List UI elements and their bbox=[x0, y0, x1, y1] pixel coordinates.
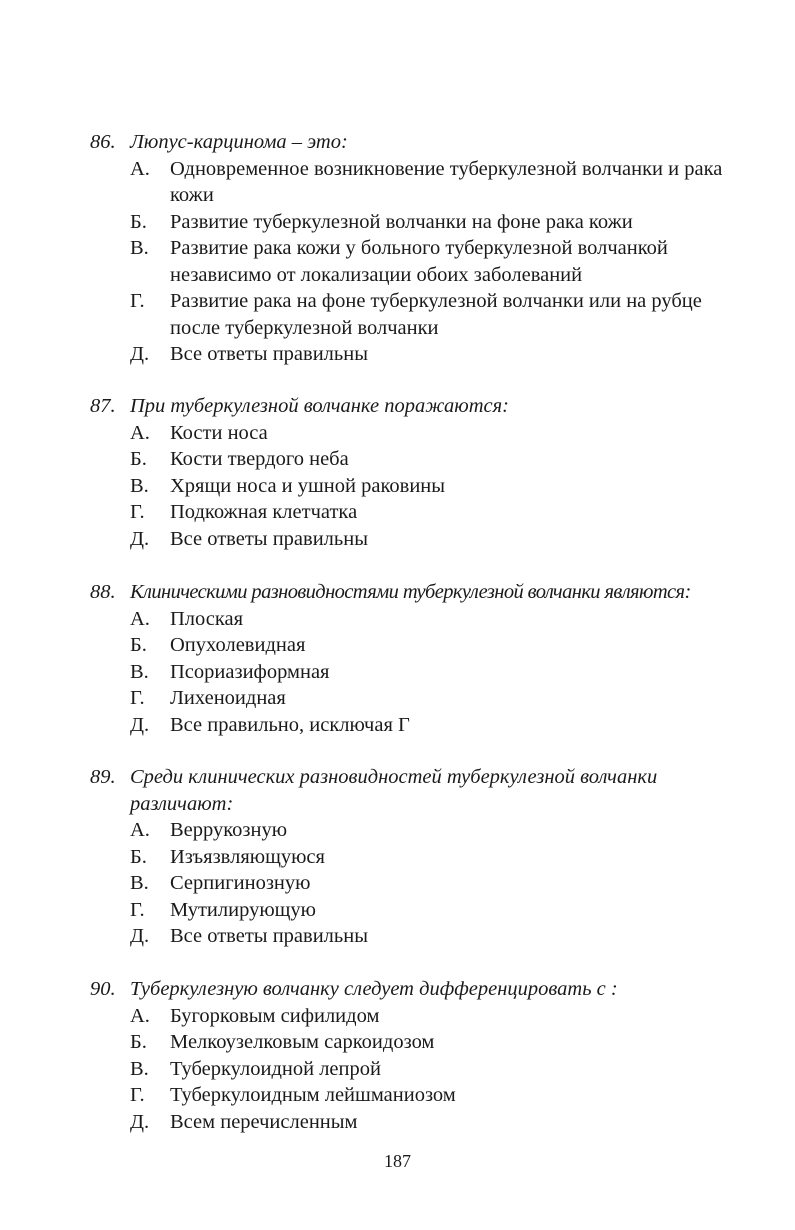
option-d bbox=[90, 712, 780, 739]
question-number: 88. bbox=[90, 581, 116, 603]
option-letter: А. bbox=[130, 157, 150, 180]
question-text: Среди клинических разновидностей туберкулезной волчанки различают: bbox=[130, 766, 658, 815]
option-letter: Б. bbox=[130, 448, 147, 470]
option-letter: Д. bbox=[130, 527, 150, 550]
option-text: Развитие рака на фоне туберкулезной волчанки или на рубце после туберкулезной волчанки bbox=[170, 290, 702, 339]
option-letter: Б. bbox=[130, 1031, 147, 1053]
option-letter: Г. bbox=[130, 898, 145, 921]
question-number: 90. bbox=[90, 978, 116, 1000]
question-text: Клиническими разновидностями туберкулезной волчанки являются: bbox=[130, 581, 691, 603]
option-letter: В. bbox=[130, 1057, 149, 1080]
option-letter: В. bbox=[130, 872, 149, 894]
option-a bbox=[90, 156, 780, 209]
option-text: Мелкоузелковым саркоидозом bbox=[170, 1031, 435, 1053]
question-text: При туберкулезной волчанке поражаются: bbox=[130, 395, 509, 417]
options-list bbox=[90, 1003, 780, 1136]
option-b bbox=[90, 632, 780, 659]
option-a bbox=[90, 606, 780, 633]
option-text: Кости носа bbox=[170, 421, 268, 444]
option-a bbox=[90, 420, 780, 447]
option-letter: Б. bbox=[130, 634, 147, 656]
option-letter: Г. bbox=[130, 1084, 145, 1106]
option-letter: А. bbox=[130, 819, 150, 841]
question-number: 89. bbox=[90, 766, 116, 788]
question-title-row bbox=[90, 579, 780, 606]
option-b bbox=[90, 446, 780, 473]
option-letter: Г. bbox=[130, 687, 145, 709]
question-text: Люпус-карцинома – это: bbox=[130, 131, 348, 153]
option-text: Развитие туберкулезной волчанки на фоне рака кожи bbox=[170, 210, 633, 233]
option-letter: Д. bbox=[130, 713, 150, 736]
option-text: Бугорковым сифилидом bbox=[170, 1004, 380, 1027]
question-87 bbox=[90, 393, 780, 552]
question-90 bbox=[90, 976, 780, 1135]
page-number: 187 bbox=[384, 1151, 411, 1171]
question-number: 87. bbox=[90, 395, 116, 417]
option-d bbox=[90, 341, 780, 368]
option-g bbox=[90, 288, 780, 341]
question-title-row bbox=[90, 764, 780, 817]
option-text: Всем перечисленным bbox=[170, 1110, 358, 1133]
option-d bbox=[90, 526, 780, 553]
options-list bbox=[90, 817, 780, 950]
option-a bbox=[90, 817, 780, 844]
option-text: Опухолевидная bbox=[170, 634, 306, 656]
option-text: Псориазиформная bbox=[170, 660, 330, 683]
option-v bbox=[90, 870, 780, 897]
option-letter: Г. bbox=[130, 290, 145, 312]
option-letter: Б. bbox=[130, 210, 147, 233]
option-text: Все ответы правильны bbox=[170, 925, 368, 947]
option-v bbox=[90, 1056, 780, 1083]
option-b bbox=[90, 844, 780, 871]
option-b bbox=[90, 209, 780, 236]
option-text: Плоская bbox=[170, 607, 244, 630]
option-g bbox=[90, 499, 780, 526]
question-title-row bbox=[90, 976, 780, 1003]
question-title-row bbox=[90, 393, 780, 420]
option-letter: Д. bbox=[130, 925, 150, 947]
option-g bbox=[90, 685, 780, 712]
option-text: Мутилирующую bbox=[170, 898, 316, 921]
options-list bbox=[90, 420, 780, 553]
option-v bbox=[90, 659, 780, 686]
option-text: Лихеноидная bbox=[170, 687, 286, 709]
option-text: Все правильно, исключая Г bbox=[170, 713, 410, 736]
option-text: Туберкулоидной лепрой bbox=[170, 1057, 381, 1080]
option-d bbox=[90, 1109, 780, 1136]
option-letter: В. bbox=[130, 237, 149, 259]
option-b bbox=[90, 1029, 780, 1056]
question-88 bbox=[90, 579, 780, 738]
question-86 bbox=[90, 129, 780, 368]
option-text: Все ответы правильны bbox=[170, 343, 368, 365]
option-text: Одновременное возникновение туберкулезной волчанки и рака кожи bbox=[170, 157, 723, 206]
option-letter: В. bbox=[130, 660, 149, 683]
option-text: Изъязвляющуюся bbox=[170, 845, 325, 868]
option-text: Веррукозную bbox=[170, 819, 288, 841]
option-v bbox=[90, 235, 780, 288]
option-a bbox=[90, 1003, 780, 1030]
question-text: Туберкулезную волчанку следует дифференцировать с : bbox=[130, 978, 618, 1000]
options-list bbox=[90, 606, 780, 739]
option-letter: В. bbox=[130, 474, 149, 497]
option-letter: А. bbox=[130, 607, 150, 630]
option-letter: А. bbox=[130, 1004, 150, 1027]
option-text: Кости твердого неба bbox=[170, 448, 349, 470]
option-letter: Д. bbox=[130, 343, 150, 365]
question-number: 86. bbox=[90, 131, 116, 153]
option-letter: Г. bbox=[130, 501, 145, 523]
question-title-row bbox=[90, 129, 780, 156]
option-d bbox=[90, 923, 780, 950]
option-letter: Б. bbox=[130, 845, 147, 868]
option-letter: А. bbox=[130, 421, 150, 444]
question-89 bbox=[90, 764, 780, 950]
option-v bbox=[90, 473, 780, 500]
option-text: Все ответы правильны bbox=[170, 527, 368, 550]
option-g bbox=[90, 1082, 780, 1109]
option-text: Серпигинозную bbox=[170, 872, 311, 894]
option-text: Туберкулоидным лейшманиозом bbox=[170, 1084, 456, 1106]
option-g bbox=[90, 897, 780, 924]
option-text: Подкожная клетчатка bbox=[170, 501, 358, 523]
option-text: Развитие рака кожи у больного туберкулезной волчанкой независимо от локализации обоих заболеваний bbox=[170, 237, 668, 286]
option-letter: Д. bbox=[130, 1110, 150, 1133]
option-text: Хрящи носа и ушной раковины bbox=[170, 474, 446, 497]
options-list bbox=[90, 156, 780, 368]
